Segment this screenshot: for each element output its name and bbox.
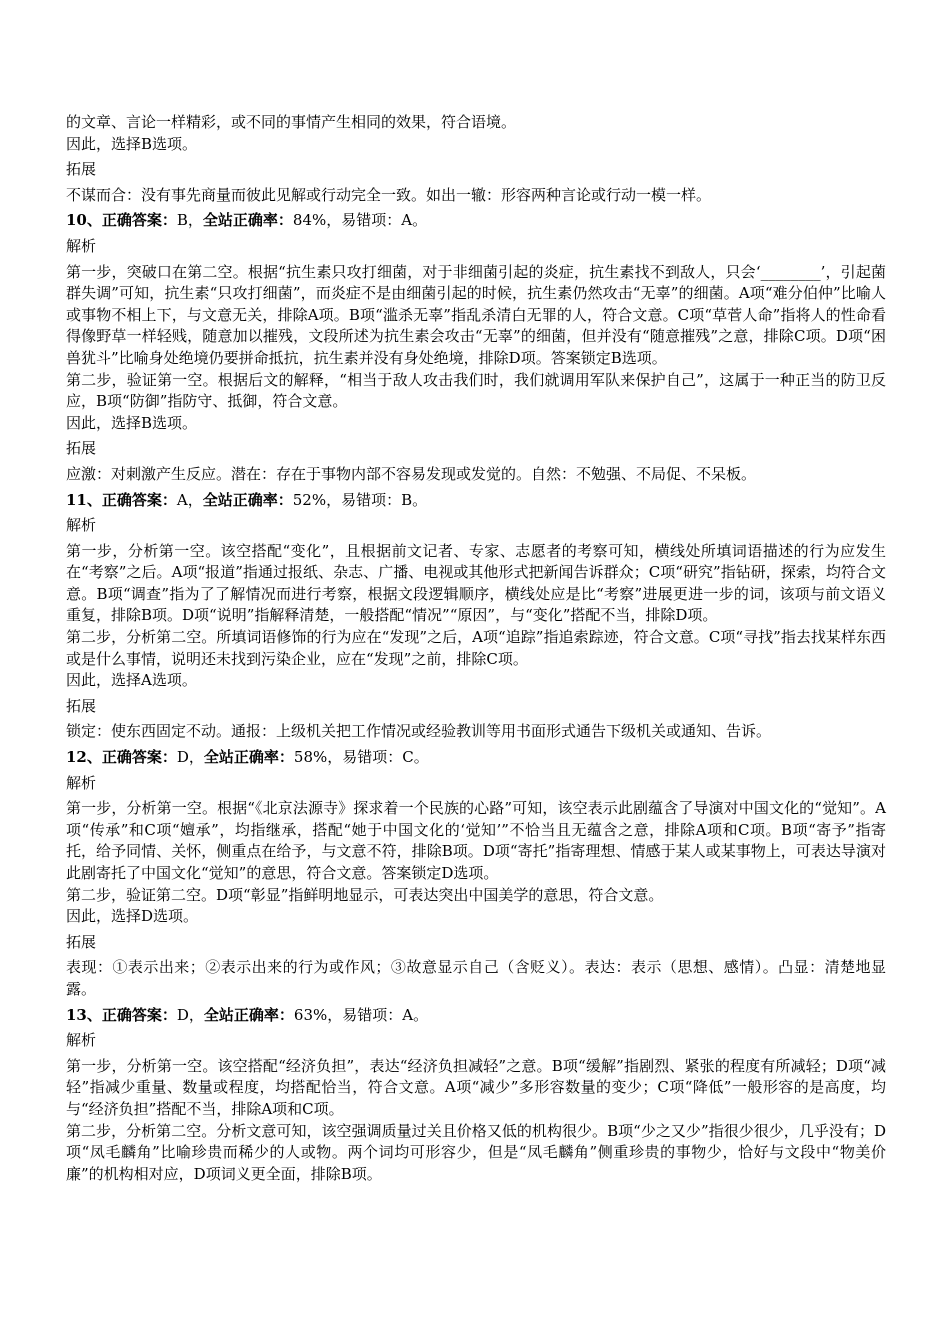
answer-value: A， (176, 490, 203, 509)
paragraph: 因此，选择B选项。 (66, 413, 198, 432)
rate-label: 全站正确率： (202, 211, 293, 230)
question-header-13 (66, 1005, 886, 1027)
section-label: 拓展 (66, 439, 97, 458)
paragraph: 第二步，验证第一空。根据后文的解释，“相当于敌人攻击我们时，我们就调用军队来保护自己”，这属于一种正当的防卫反应，B项“防御”指防守、抵御，符合文意。 (66, 370, 886, 411)
rate-label: 全站正确率： (203, 1005, 294, 1024)
section-label: 解析 (66, 773, 97, 792)
paragraph: 第一步，分析第一空。根据“《北京法源寺》探求着一个民族的心路”可知，该空表示此剧蕴含了导演对中国文化的“觉知”。A项“传承”和C项“嬗承”，均指继承，搭配“她于中国文化的‘觉知’”不恰当且无蕴含之意，排除A项和C项。B项“寄予”指寄托，给予同情、关怀，侧重点在给予，与文意不符，排除B项。D项“寄托”指寄理想、情感于某人或某事物上，可表达导演对此剧寄托了中国文化“觉知”的意思，符合文意。答案锁定D选项。 (66, 799, 886, 882)
answer-label: 10、正确答案： (66, 211, 177, 230)
rate-label: 全站正确率： (203, 748, 294, 767)
paragraph: 第二步，分析第二空。分析文意可知，该空强调质量过关且价格又低的机构很少。B项“少之又少”指很少很少，几乎没有；D项“凤毛麟角”比喻珍贵而稀少的人或物。两个词均可形容少，但是“凤毛麟角”侧重珍贵的事物少，恰好与文段中“物美价廉”的机构相对应，D项词义更全面，排除B项。 (66, 1121, 886, 1183)
section-label: 拓展 (66, 696, 97, 715)
paragraph: 锁定：使东西固定不动。通报：上级机关把工作情况或经验教训等用书面形式通告下级机关或通知、告诉。 (66, 722, 772, 741)
rate-value: 63%，易错项：A。 (293, 1005, 429, 1024)
section-label: 解析 (66, 236, 97, 255)
section-label: 拓展 (66, 160, 97, 179)
paragraph: 因此，选择B选项。 (66, 134, 198, 153)
question-header-10 (66, 210, 886, 232)
answer-value: D， (176, 1005, 204, 1024)
paragraph: 第二步，验证第二空。D项“彰显”指鲜明地显示，可表达突出中国美学的意思，符合文意。 (66, 885, 664, 904)
section-label: 解析 (66, 516, 97, 535)
rate-value: 84%，易错项：A。 (292, 211, 428, 230)
paragraph: 不谋而合：没有事先商量而彼此见解或行动完全一致。如出一辙：形容两种言论或行动一模一样。 (66, 185, 712, 204)
paragraph: 第一步，分析第一空。该空搭配“变化”，且根据前文记者、专家、志愿者的考察可知，横线处所填词语描述的行为应发生在“考察”之后。A项“报道”指通过报纸、杂志、广播、电视或其他形式把新闻告诉群众；C项“研究”指钻研，探索，均符合文意。B项“调查”指为了了解情况而进行考察，根据文段逻辑顺序，横线处应是比“考察”进展更进一步的词，该项与前文语义重复，排除B项。D项“说明”指解释清楚，一般搭配“情况”“原因”，与“变化”搭配不当，排除D项。 (66, 541, 886, 625)
answer-label: 13、正确答案： (66, 1005, 177, 1024)
paragraph: 应激：对刺激产生反应。潜在：存在于事物内部不容易发现或发觉的。自然：不勉强、不局促、不呆板。 (66, 464, 757, 483)
rate-value: 52%，易错项：B。 (292, 490, 428, 509)
paragraph: 因此，选择D选项。 (66, 907, 199, 926)
paragraph: 第一步，突破口在第二空。根据“抗生素只攻打细菌，对于非细菌引起的炎症，抗生素找不到敌人，只会‘________’，引起菌群失调”可知，抗生素“只攻打细菌”，而炎症不是由细菌引起的时候，抗生素仍然攻击“无辜”的细菌。A项“难分伯仲”比喻人或事物不相上下，与文意无关，排除A项。B项“滥杀无辜”指乱杀清白无罪的人，符合文意。C项“草菅人命”指将人的性命看得像野草一样轻贱，随意加以摧残，文段所述为抗生素会攻击“无辜”的细菌，但并没有“随意摧残”之意，排除C项。D项“困兽犹斗”比喻身处绝境仍要拼命抵抗，抗生素并没有身处绝境，排除D项。答案锁定B选项。 (66, 262, 886, 367)
section-label: 解析 (66, 1031, 97, 1050)
answer-value: D， (176, 748, 204, 767)
paragraph: 的文章、言论一样精彩，或不同的事情产生相同的效果，符合语境。 (66, 113, 517, 131)
answer-label: 11、正确答案： (66, 490, 177, 509)
document-page (66, 112, 886, 1185)
paragraph: 表现：①表示出来；②表示出来的行为或作风；③故意显示自己（含贬义）。表达：表示（思想、感情）。凸显：清楚地显露。 (66, 958, 886, 998)
rate-label: 全站正确率： (202, 490, 293, 509)
paragraph: 第二步，分析第二空。所填词语修饰的行为应在“发现”之后，A项“追踪”指追索踪迹，符合文意。C项“寻找”指去找某样东西或是什么事情，说明还未找到污染企业，应在“发现”之前，排除C项。 (66, 628, 886, 668)
answer-label: 12、正确答案： (66, 748, 177, 767)
rate-value: 58%，易错项：C。 (293, 748, 429, 767)
answer-value: B， (176, 211, 203, 230)
question-header-12 (66, 747, 886, 769)
section-label: 拓展 (66, 932, 97, 951)
question-header-11 (66, 490, 886, 512)
paragraph: 第一步，分析第一空。该空搭配“经济负担”，表达“经济负担减轻”之意。B项“缓解”指剧烈、紧张的程度有所减轻；D项“减轻”指减少重量、数量或程度，均搭配恰当，符合文意。A项“减少”多形容数量的变少；C项“降低”一般形容的是高度，均与“经济负担”搭配不当，排除A项和C项。 (66, 1056, 886, 1118)
paragraph: 因此，选择A选项。 (66, 671, 197, 690)
